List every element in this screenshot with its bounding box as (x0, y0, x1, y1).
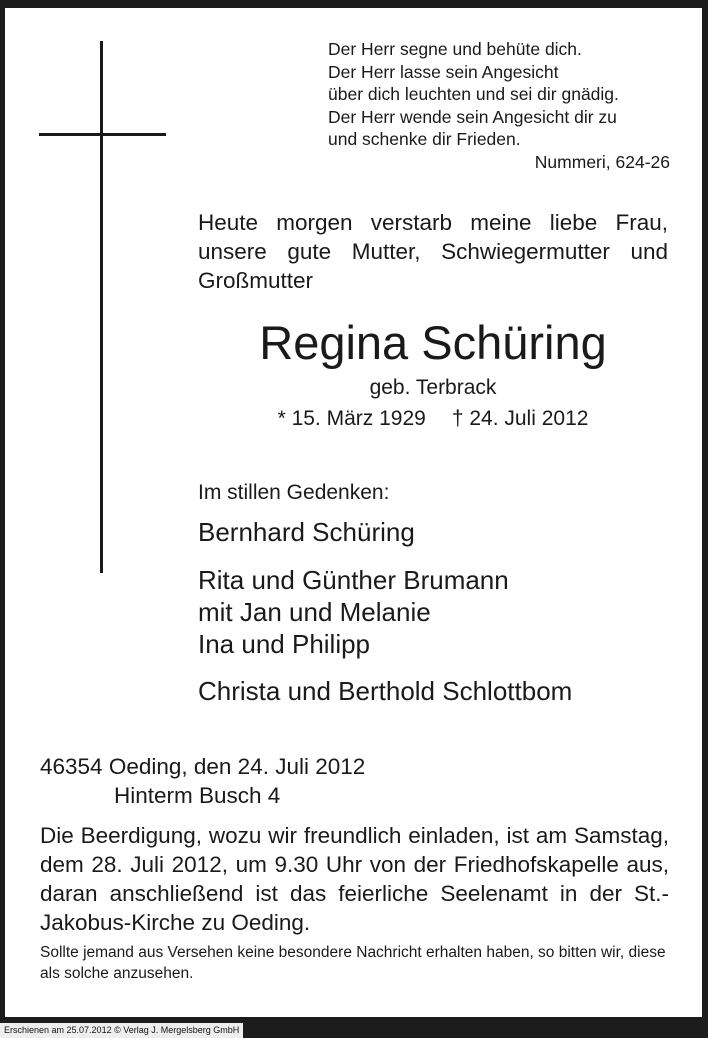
cross-horizontal-beam (39, 133, 166, 136)
mourner-name: Rita und Günther Brumann (198, 565, 509, 595)
death-date: † 24. Juli 2012 (451, 407, 589, 430)
verse-line: über dich leuchten und sei dir gnädig. (328, 84, 619, 104)
birth-date: * 15. März 1929 (277, 407, 426, 430)
life-dates (198, 405, 668, 433)
publication-footer: Erschienen am 25.07.2012 © Verlag J. Mergelsberg GmbH (0, 1023, 243, 1038)
death-announcement: Heute morgen verstarb meine liebe Frau, unsere gute Mutter, Schwiegermutter und Großmutter (198, 210, 668, 293)
verse-line: und schenke dir Frieden. (328, 129, 521, 149)
mourners-heading: Im stillen Gedenken: (198, 481, 390, 504)
deceased-name: Regina Schüring (259, 316, 607, 369)
notification-note: Sollte jemand aus Versehen keine besondere Nachricht erhalten haben, so bitten wir, diese als solche anzusehen. (40, 944, 666, 982)
funeral-details: Die Beerdigung, wozu wir freundlich einladen, ist am Samstag, dem 28. Juli 2012, um 9.30 Uhr von der Friedhofskapelle aus, daran anschließend ist das feierliche Seelenamt in der St.-Jakobus-Kirche zu Oeding. (40, 823, 669, 935)
place-and-date: 46354 Oeding, den 24. Juli 2012 (40, 754, 366, 779)
verse-line: Der Herr wende sein Angesicht dir zu (328, 106, 617, 127)
mourner-name: Bernhard Schüring (198, 517, 415, 547)
cross-vertical-beam (100, 41, 103, 573)
street-address: Hinterm Busch 4 (114, 783, 281, 808)
verse-line: Der Herr segne und behüte dich. (328, 39, 582, 59)
mourner-name: mit Jan und Melanie (198, 597, 431, 627)
bible-verse (328, 38, 673, 151)
mourner-name: Christa und Berthold Schlottbom (198, 676, 573, 706)
verse-source: Nummeri, 624-26 (534, 152, 670, 172)
mourner-name: Ina und Philipp (198, 629, 371, 659)
birth-name: geb. Terbrack (369, 376, 497, 399)
verse-line: Der Herr lasse sein Angesicht (328, 61, 559, 82)
